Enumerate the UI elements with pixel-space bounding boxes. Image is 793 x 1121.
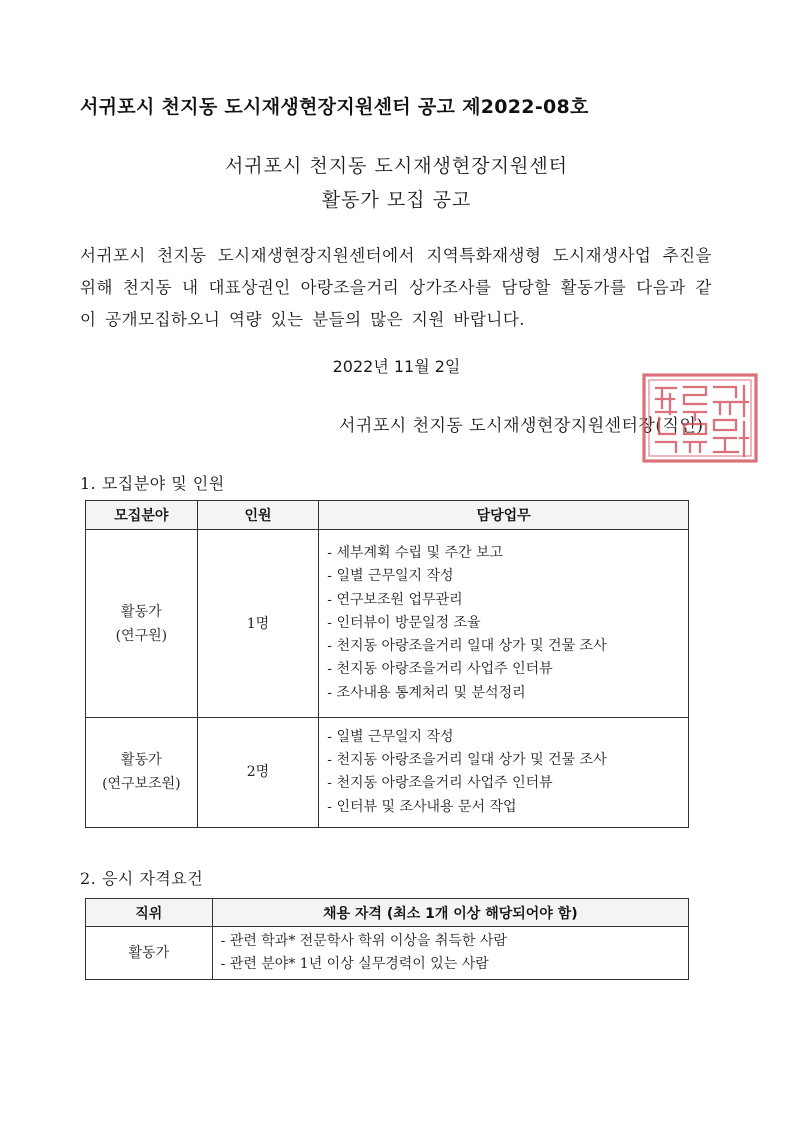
table-row: [86, 530, 689, 718]
notice-number: 서귀포시 천지동 도시재생현장지원센터 공고 제2022-08호: [80, 96, 589, 118]
duty-item: - 천지동 아랑조을거리 사업주 인터뷰: [327, 775, 553, 792]
requirements-cell: [212, 927, 688, 980]
duty-item: - 조사내용 통계처리 및 분석정리: [327, 684, 526, 701]
duties-cell: [319, 718, 689, 828]
header-count: 인원: [197, 501, 319, 530]
intro-paragraph: 서귀포시 천지동 도시재생현장지원센터에서 지역특화재생형 도시재생사업 추진을 위해 천지동 내 대표상권인 아랑조을거리 상가조사를 담당할 활동가를 다음과 같이 공개모집하오니 역량 있는 분들의 많은 지원 바랍니다.: [80, 246, 712, 329]
seal-glyphs: [656, 386, 748, 456]
section-1-heading: 1. 모집분야 및 인원: [80, 474, 225, 493]
signer-name: 서귀포시 천지동 도시재생현장지원센터장(직인): [339, 416, 704, 436]
position-cell: 활동가: [86, 927, 213, 980]
duty-item: - 일별 근무일지 작성: [327, 568, 454, 585]
field-name: 활동가: [121, 603, 162, 620]
duty-item: - 천지동 아랑조을거리 일대 상가 및 건물 조사: [327, 752, 607, 769]
duties-cell: [319, 530, 689, 718]
duty-item: - 일별 근무일지 작성: [327, 729, 454, 745]
duty-item: - 천지동 아랑조을거리 일대 상가 및 건물 조사: [327, 638, 607, 655]
header-qualification: 채용 자격 (최소 1개 이상 해당되어야 함): [212, 899, 688, 927]
count-cell: 2명: [197, 718, 319, 828]
requirement-item: - 관련 분야* 1년 이상 실무경력이 있는 사람: [220, 956, 489, 973]
table-row: [86, 927, 689, 980]
field-name: 활동가: [121, 752, 162, 769]
title-line-1: 서귀포시 천지동 도시재생현장지원센터: [224, 155, 569, 177]
table-header-row: [86, 501, 689, 530]
notice-date: 2022년 11월 2일: [332, 357, 461, 376]
table-header-row: [86, 899, 689, 927]
field-cell: [86, 530, 198, 718]
duty-item: - 천지동 아랑조을거리 사업주 인터뷰: [327, 661, 553, 678]
official-seal-icon: [640, 372, 760, 464]
section-2-heading: 2. 응시 자격요건: [80, 869, 204, 888]
duty-item: - 인터뷰이 방문일정 조율: [327, 614, 481, 631]
header-duties: 담당업무: [319, 501, 689, 530]
qualification-table: [85, 898, 689, 980]
duty-item: - 세부계획 수립 및 주간 보고: [327, 545, 504, 562]
count-cell: 1명: [197, 530, 319, 718]
field-cell: [86, 718, 198, 828]
field-role: (연구보조원): [102, 776, 181, 793]
title-line-2: 활동가 모집 공고: [321, 189, 472, 211]
duty-item: - 연구보조원 업무관리: [327, 591, 463, 608]
requirement-item: - 관련 학과* 전문학사 학위 이상을 취득한 사람: [220, 933, 507, 949]
header-field: 모집분야: [86, 501, 198, 530]
recruitment-table: [85, 500, 689, 828]
duty-item: - 인터뷰 및 조사내용 문서 작업: [327, 798, 517, 815]
table-row: [86, 718, 689, 828]
field-role: (연구원): [115, 627, 168, 644]
header-position: 직위: [86, 899, 213, 927]
